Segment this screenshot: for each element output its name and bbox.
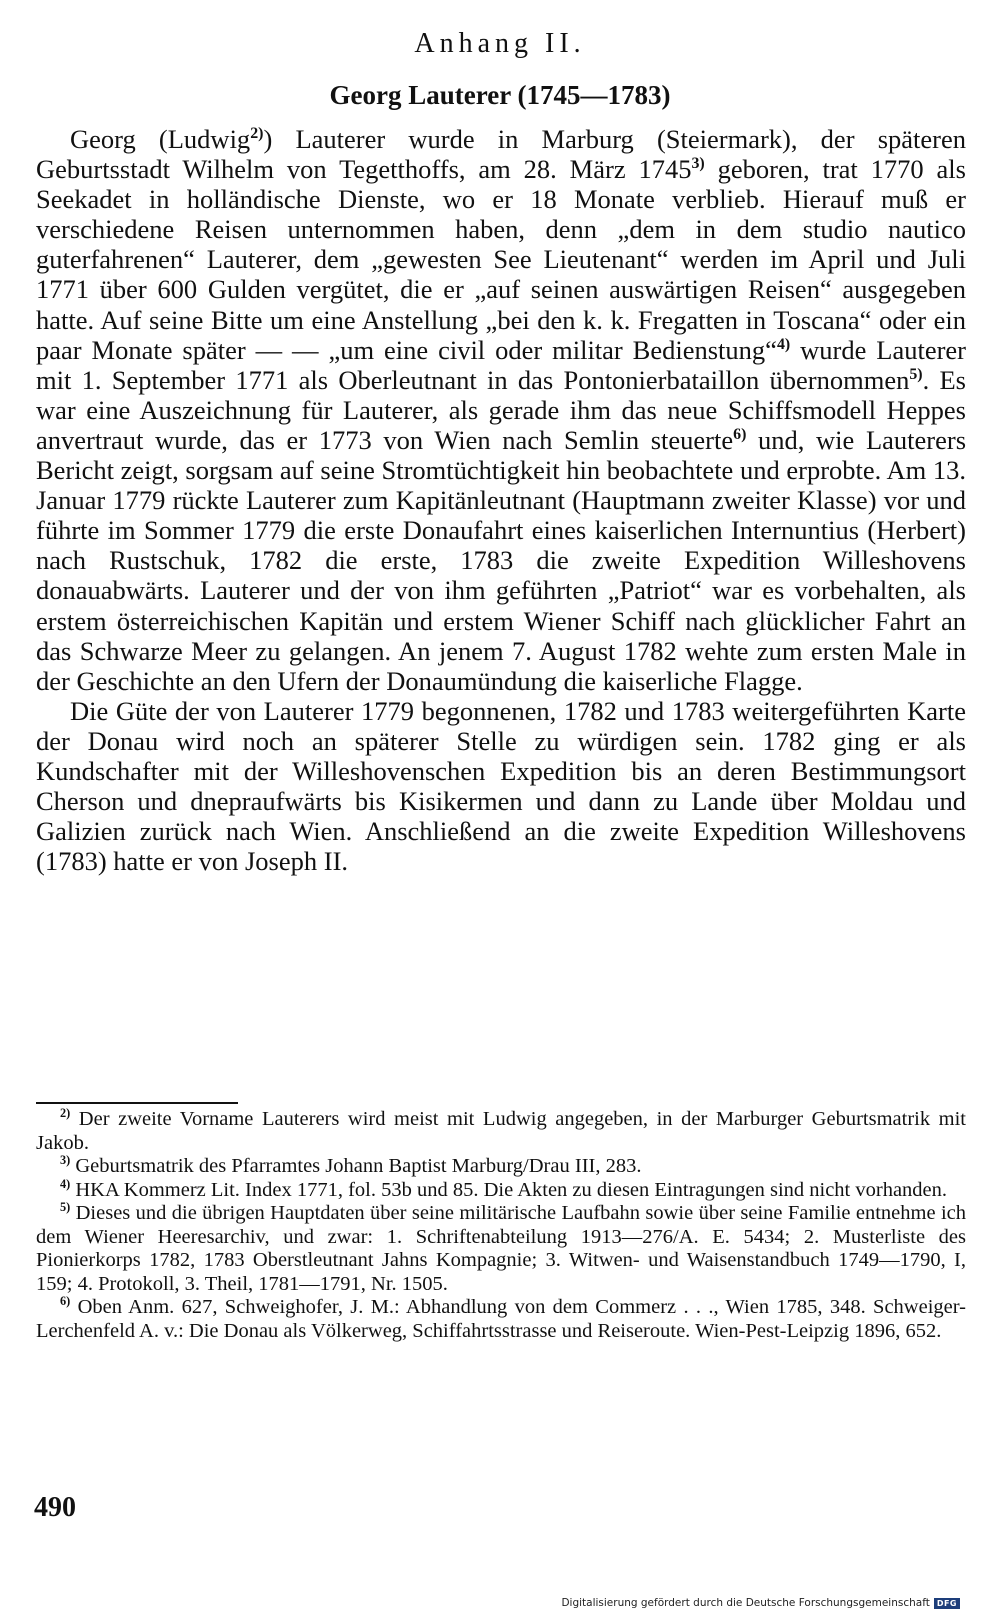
funding-note-text: Digitalisierung gefördert durch die Deutsche Forschungsgemeinschaft (561, 1597, 930, 1609)
footnote (36, 1108, 966, 1155)
footnote-text: Dieses und die übrigen Hauptdaten über seine militärische Laufbahn sowie über seine Familie entnehme ich dem Wiener Heeresarchiv, und zwar: 1. Schriftenabteilung 1913—276/A. E. 5434; 2. Musterliste des Pionierkorps 1782, 1783 Oberstleutnant Jahns Kompagnie; 3. Witwen- und Waisenstandbuch 1749—1790, I, 159; 4. Protokoll, 3. Theil, 1781—1791, Nr. 1505. (36, 1202, 966, 1295)
footnote (36, 1176, 966, 1203)
chapter-title: Georg Lauterer (1745—1783) (329, 80, 671, 110)
paragraph-1 (36, 124, 966, 696)
footnote-text: HKA Kommerz Lit. Index 1771, fol. 53b und 85. Die Akten zu diesen Eintragungen sind nicht vorhanden. (70, 1178, 948, 1201)
footnote (36, 1202, 966, 1296)
footnote-ref: 4) (776, 335, 791, 353)
footnote-ref: 3) (691, 155, 705, 173)
dfg-logo-icon: DFG (934, 1598, 960, 1609)
footnote-mark: 4) (60, 1176, 71, 1191)
footnote-ref: 6) (733, 426, 747, 444)
footnote-text: Oben Anm. 627, Schweighofer, J. M.: Abhandlung von dem Commerz . . ., Wien 1785, 348. Schweiger-Lerchenfeld A. v.: Die Donau als Völkerweg, Schiffahrtsstrasse und Reiseroute. Wien-Pest-Leipzig 1896, 652. (36, 1296, 966, 1342)
footnote-mark: 3) (60, 1153, 71, 1168)
footnote-mark: 2) (60, 1106, 71, 1121)
text-run: geboren, trat 1770 als Seekadet in holländische Dienste, wo er 18 Monate verblieb. Hierauf muß er verschiedene Reisen unternommen haben, denn „dem in dem studio nautico guterfahrenen“ Lauterer, dem „gewesten See Lieutenant“ werden im April und Juli 1771 über 600 Gulden vergütet, die er „auf seinen auswärtigen Reisen“ ausgegeben hatte. Auf seine Bitte um eine Anstellung „bei den k. k. Fregatten in Toscana“ oder ein paar Monate später — — „um eine civil oder militar Bedienstung“ (36, 154, 966, 365)
running-head: Anhang II. (414, 28, 586, 59)
footnote-text: Geburtsmatrik des Pfarramtes Johann Baptist Marburg/Drau III, 283. (70, 1155, 642, 1177)
footnote-mark: 5) (60, 1200, 71, 1215)
digitization-note (561, 1597, 960, 1609)
footnote-ref: 5) (909, 365, 923, 383)
text-run: wurde Lauterer mit 1. September 1771 als Oberleutnant in das Pontonierbataillon übernommen (36, 334, 966, 395)
paragraph-2: Die Güte der von Lauterer 1779 begonnenen, 1782 und 1783 weitergeführten Karte der Donau wird noch an späterer Stelle zu würdigen sein. 1782 ging er als Kundschafter mit der Willeshovenschen Expedition bis an deren Bestimmungsort Cherson und dnepraufwärts bis Kisikermen und dann zu Lande über Moldau und Galizien zurück nach Wien. Anschließend an die zweite Expedition Willeshovens (1783) hatte er von Joseph II. (36, 695, 966, 877)
footnote-mark: 6) (60, 1294, 71, 1309)
footnote (36, 1155, 966, 1179)
footnote-ref: 2) (250, 125, 264, 143)
main-text (36, 124, 966, 876)
text-run: ) Lauterer wurde in Marburg (Steiermark), der späteren Geburtsstadt Wilhelm von Tegetthoffs, am 28. März 1745 (36, 124, 966, 185)
text-run: und, wie Lauterers Bericht zeigt, sorgsam auf seine Stromtüchtigkeit hin beobachtete und erprobte. Am 13. Januar 1779 rückte Lauterer zum Kapitänleutnant (Hauptmann zweiter Klasse) vor und führte im Sommer 1779 die erste Donaufahrt eines kaiserlichen Internuntius (Herbert) nach Rustschuk, 1782 die erste, 1783 die zweite Expedition Willeshovens donauabwärts. Lauterer und der von ihm geführten „Patriot“ war es vorbehalten, als erstem österreichischen Kapitän und erstem Wiener Schiff nach glücklicher Fahrt an das Schwarze Meer zu gelangen. An jenem 7. August 1782 wehte zum ersten Male in der Geschichte an den Ufern der Donaumündung die kaiserliche Flagge. (36, 424, 967, 696)
text-run: Georg (Ludwig (70, 124, 251, 154)
text-run: . Es war eine Auszeichnung für Lauterer, als gerade ihm das neue Schiffsmodell Heppes anvertraut wurde, das er 1773 von Wien nach Semlin steuerte (36, 364, 966, 455)
page-number: 490 (34, 1492, 76, 1523)
footnote-text: Der zweite Vorname Lauterers wird meist mit Ludwig angegeben, in der Marburger Geburtsmatrik mit Jakob. (36, 1108, 966, 1154)
footnote (36, 1296, 966, 1343)
footnote-divider (36, 1102, 238, 1104)
footnotes (36, 1108, 966, 1343)
